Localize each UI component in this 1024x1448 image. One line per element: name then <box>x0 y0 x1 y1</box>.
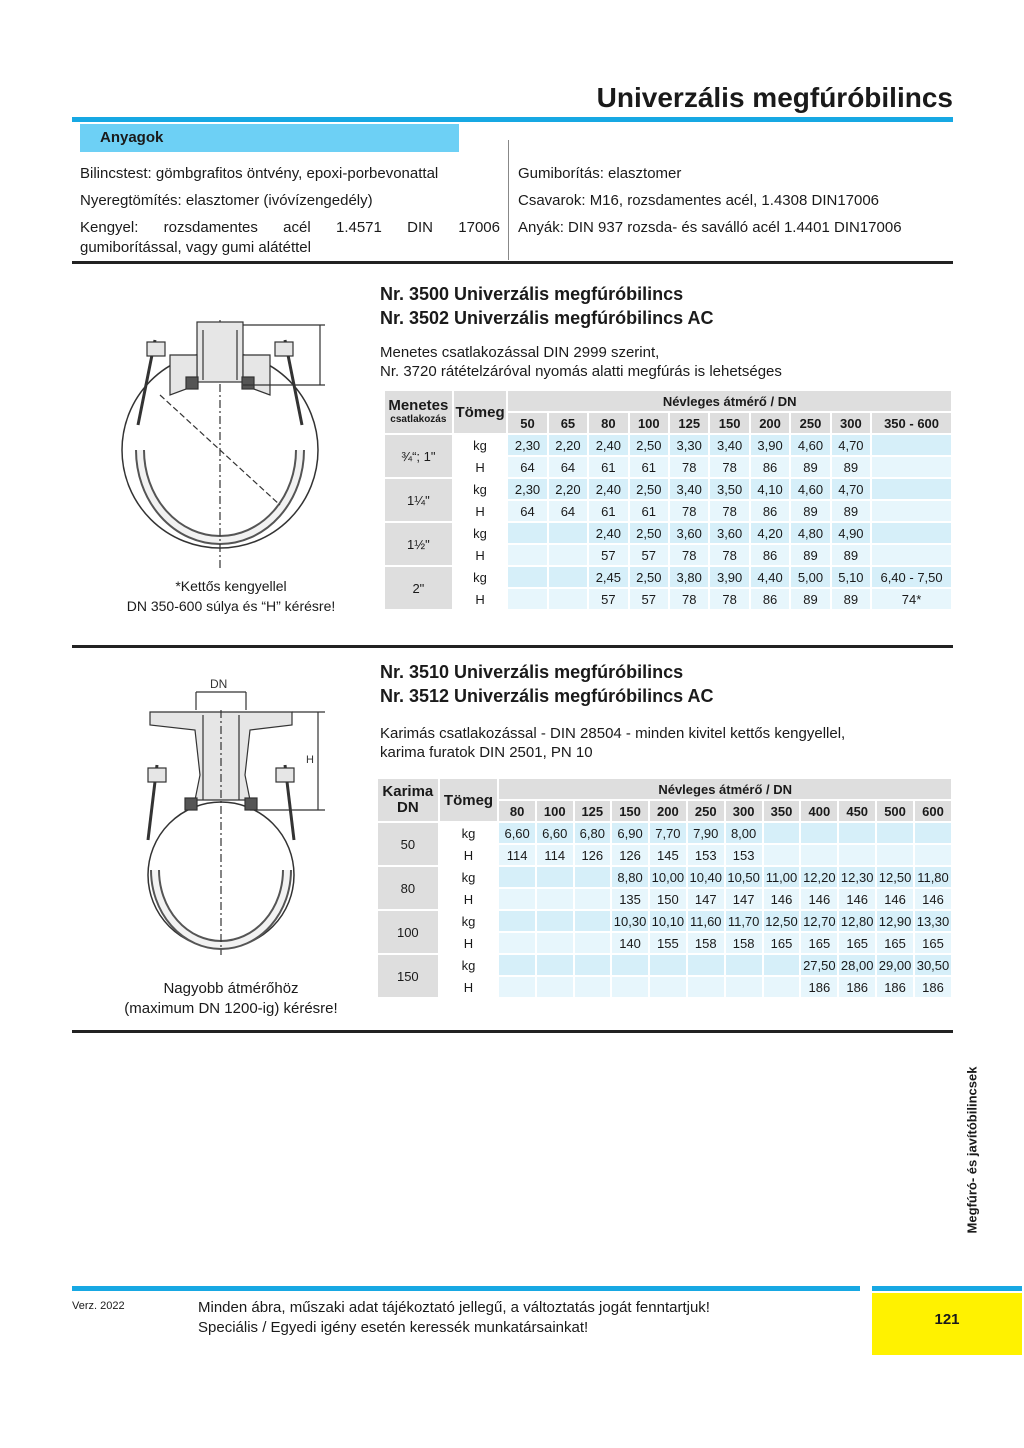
value-cell: 89 <box>791 589 829 609</box>
dn-column-header: 50 <box>508 413 546 433</box>
dn-column-header: 150 <box>612 801 648 821</box>
table-row <box>385 567 951 587</box>
value-cell <box>508 567 546 587</box>
value-cell <box>549 589 587 609</box>
value-cell: 4,80 <box>791 523 829 543</box>
value-cell <box>537 889 573 909</box>
value-cell <box>839 845 875 865</box>
value-cell: 64 <box>508 457 546 477</box>
materials-header: Anyagok <box>80 124 459 152</box>
value-cell <box>872 479 951 499</box>
value-cell: 3,30 <box>670 435 708 455</box>
dn-column-header: 300 <box>832 413 870 433</box>
value-cell: 6,60 <box>499 823 535 843</box>
value-cell: 61 <box>589 457 627 477</box>
unit-cell: kg <box>454 523 507 543</box>
value-cell <box>872 523 951 543</box>
spec-table-flanged <box>376 777 953 999</box>
value-cell: 2,50 <box>630 435 668 455</box>
table-row <box>385 523 951 543</box>
value-cell: 147 <box>688 889 724 909</box>
table-row <box>378 889 951 909</box>
value-cell: 155 <box>650 933 686 953</box>
value-cell: 7,90 <box>688 823 724 843</box>
value-cell <box>537 911 573 931</box>
value-cell: 2,45 <box>589 567 627 587</box>
table-row <box>385 457 951 477</box>
value-cell: 78 <box>710 457 748 477</box>
value-cell: 2,20 <box>549 479 587 499</box>
value-cell <box>537 867 573 887</box>
value-cell: 29,00 <box>877 955 913 975</box>
value-cell <box>499 933 535 953</box>
unit-cell: kg <box>454 435 507 455</box>
section2-description: Karimás csatlakozással - DIN 28504 - minden kivitel kettős kengyellel, <box>380 725 846 742</box>
table-row <box>378 845 951 865</box>
value-cell: 64 <box>549 457 587 477</box>
value-cell <box>499 867 535 887</box>
unit-cell: kg <box>440 867 498 887</box>
value-cell <box>801 823 837 843</box>
value-cell <box>872 457 951 477</box>
table-row <box>378 977 951 997</box>
dn-column-header: 200 <box>751 413 789 433</box>
value-cell: 150 <box>650 889 686 909</box>
unit-cell: H <box>454 501 507 521</box>
section1-title: Nr. 3500 Univerzális megfúróbilincs <box>380 284 684 304</box>
header-line: csatlakozás <box>390 414 447 425</box>
value-cell: 4,40 <box>751 567 789 587</box>
dn-column-header: 350 - 600 <box>872 413 951 433</box>
value-cell: 3,40 <box>710 435 748 455</box>
dn-dimension-label: DN <box>210 677 228 691</box>
table-row <box>378 933 951 953</box>
value-cell: 146 <box>764 889 800 909</box>
value-cell <box>801 845 837 865</box>
value-cell: 61 <box>630 501 668 521</box>
value-cell <box>575 977 611 997</box>
value-cell: 4,60 <box>791 479 829 499</box>
dn-column-header: 300 <box>726 801 762 821</box>
caption-line: Nagyobb átmérőhöz <box>163 980 299 997</box>
page-number: 121 <box>872 1293 1022 1355</box>
value-cell: 126 <box>575 845 611 865</box>
value-cell: 61 <box>589 501 627 521</box>
unit-cell: kg <box>440 823 498 843</box>
value-cell: 6,60 <box>537 823 573 843</box>
value-cell <box>726 977 762 997</box>
value-cell: 89 <box>791 457 829 477</box>
value-cell <box>650 977 686 997</box>
value-cell: 86 <box>751 501 789 521</box>
value-cell <box>537 977 573 997</box>
value-cell: 10,10 <box>650 911 686 931</box>
value-cell: 3,50 <box>710 479 748 499</box>
table-header-weight: Tömeg <box>440 779 498 821</box>
value-cell <box>764 823 800 843</box>
value-cell: 146 <box>877 889 913 909</box>
value-cell <box>537 955 573 975</box>
footer-note-line: Speciális / Egyedi igény esetén keressék munkatársainkat! <box>198 1319 589 1336</box>
value-cell <box>549 567 587 587</box>
material-item: Anyák: DIN 937 rozsda- és saválló acél 1.4401 DIN17006 <box>518 219 902 236</box>
value-cell <box>575 955 611 975</box>
value-cell: 11,60 <box>688 911 724 931</box>
value-cell <box>612 955 648 975</box>
value-cell <box>499 889 535 909</box>
table-header-dn: Névleges átmérő / DN <box>508 391 951 411</box>
value-cell: 78 <box>710 589 748 609</box>
material-item: Bilincstest: gömbgrafitos öntvény, epoxi-porbevonattal <box>80 165 439 182</box>
caption-line: DN 350-600 súlya és “H” kérésre! <box>126 598 336 614</box>
value-cell: 74* <box>872 589 951 609</box>
value-cell <box>688 955 724 975</box>
unit-cell: H <box>440 889 498 909</box>
value-cell <box>537 933 573 953</box>
value-cell: 57 <box>589 545 627 565</box>
section2-title: Nr. 3510 Univerzális megfúróbilincs <box>380 662 684 682</box>
value-cell: 57 <box>630 545 668 565</box>
value-cell: 3,60 <box>670 523 708 543</box>
value-cell <box>877 845 913 865</box>
table-header-flange <box>378 779 438 821</box>
value-cell <box>764 977 800 997</box>
value-cell: 89 <box>832 589 870 609</box>
value-cell <box>872 545 951 565</box>
side-category-text: Megfúró- és javítóbilincsek <box>964 1066 980 1234</box>
row-group-label: 2" <box>385 567 452 609</box>
value-cell: 145 <box>650 845 686 865</box>
material-item: Csavarok: M16, rozsdamentes acél, 1.4308 DIN17006 <box>518 192 880 209</box>
value-cell: 140 <box>612 933 648 953</box>
value-cell: 2,50 <box>630 567 668 587</box>
footer-rule <box>872 1286 1022 1291</box>
table-row <box>378 955 951 975</box>
section2-caption <box>96 979 366 1019</box>
value-cell: 30,50 <box>915 955 951 975</box>
value-cell: 12,90 <box>877 911 913 931</box>
dn-column-header: 150 <box>710 413 748 433</box>
value-cell: 57 <box>630 589 668 609</box>
value-cell: 153 <box>726 845 762 865</box>
title-rule <box>72 117 953 122</box>
value-cell: 78 <box>710 501 748 521</box>
page-title: Univerzális megfúróbilincs <box>596 82 953 113</box>
h-dimension-label: H <box>306 754 314 766</box>
dn-column-header: 65 <box>549 413 587 433</box>
value-cell: 135 <box>612 889 648 909</box>
value-cell: 146 <box>915 889 951 909</box>
table-row <box>385 545 951 565</box>
value-cell: 2,20 <box>549 435 587 455</box>
value-cell: 13,30 <box>915 911 951 931</box>
spec-table-threaded <box>383 389 953 611</box>
value-cell: 165 <box>801 933 837 953</box>
caption-line: *Kettős kengyellel <box>175 578 287 594</box>
value-cell <box>575 933 611 953</box>
row-group-label: ¾“; 1" <box>385 435 452 477</box>
value-cell: 12,80 <box>839 911 875 931</box>
table-row <box>385 479 951 499</box>
value-cell: 10,50 <box>726 867 762 887</box>
dn-column-header: 600 <box>915 801 951 821</box>
material-item: Gumiborítás: elasztomer <box>518 165 682 182</box>
table-header-weight: Tömeg <box>454 391 507 433</box>
value-cell <box>499 955 535 975</box>
value-cell: 7,70 <box>650 823 686 843</box>
section-divider <box>72 645 953 648</box>
value-cell: 61 <box>630 457 668 477</box>
value-cell <box>915 823 951 843</box>
value-cell: 186 <box>801 977 837 997</box>
clamp-drawing-threaded <box>100 300 360 570</box>
value-cell: 10,40 <box>688 867 724 887</box>
unit-cell: H <box>440 977 498 997</box>
value-cell: 89 <box>832 501 870 521</box>
table-row <box>385 501 951 521</box>
unit-cell: H <box>454 545 507 565</box>
value-cell: 3,60 <box>710 523 748 543</box>
value-cell: 78 <box>670 457 708 477</box>
value-cell <box>508 523 546 543</box>
clamp-drawing-flanged <box>100 670 360 960</box>
value-cell: 146 <box>801 889 837 909</box>
value-cell: 4,70 <box>832 479 870 499</box>
table-header-dn: Névleges átmérő / DN <box>499 779 951 799</box>
value-cell: 86 <box>751 545 789 565</box>
dn-column-header: 100 <box>630 413 668 433</box>
value-cell: 6,80 <box>575 823 611 843</box>
value-cell: 78 <box>710 545 748 565</box>
section1-description: Menetes csatlakozással DIN 2999 szerint, <box>380 344 660 361</box>
value-cell: 3,40 <box>670 479 708 499</box>
value-cell: 5,00 <box>791 567 829 587</box>
section1-subtitle: Nr. 3502 Univerzális megfúróbilincs AC <box>380 308 714 328</box>
unit-cell: H <box>454 589 507 609</box>
footer-version: Verz. 2022 <box>72 1300 125 1312</box>
row-group-label: 1¼" <box>385 479 452 521</box>
value-cell: 8,00 <box>726 823 762 843</box>
unit-cell: kg <box>440 911 498 931</box>
dn-column-header: 200 <box>650 801 686 821</box>
row-group-label: 100 <box>378 911 438 953</box>
value-cell: 12,50 <box>877 867 913 887</box>
value-cell: 86 <box>751 457 789 477</box>
header-line: Karima <box>382 783 434 800</box>
value-cell: 6,90 <box>612 823 648 843</box>
value-cell <box>499 977 535 997</box>
value-cell: 8,80 <box>612 867 648 887</box>
header-line: Menetes <box>388 397 449 414</box>
footer-rule <box>72 1286 860 1291</box>
value-cell: 11,80 <box>915 867 951 887</box>
dn-column-header: 125 <box>670 413 708 433</box>
value-cell <box>764 845 800 865</box>
value-cell <box>688 977 724 997</box>
value-cell: 158 <box>688 933 724 953</box>
materials-left <box>80 164 500 265</box>
value-cell: 4,90 <box>832 523 870 543</box>
value-cell <box>499 911 535 931</box>
section-divider <box>72 1030 953 1033</box>
value-cell: 2,40 <box>589 435 627 455</box>
unit-cell: kg <box>454 479 507 499</box>
dn-column-header: 100 <box>537 801 573 821</box>
value-cell: 27,50 <box>801 955 837 975</box>
value-cell <box>575 867 611 887</box>
value-cell <box>872 435 951 455</box>
value-cell: 147 <box>726 889 762 909</box>
value-cell <box>612 977 648 997</box>
materials-right <box>518 164 948 245</box>
value-cell: 89 <box>791 501 829 521</box>
unit-cell: kg <box>454 567 507 587</box>
value-cell: 12,50 <box>764 911 800 931</box>
value-cell: 78 <box>670 501 708 521</box>
value-cell: 12,20 <box>801 867 837 887</box>
value-cell: 2,50 <box>630 523 668 543</box>
row-group-label: 50 <box>378 823 438 865</box>
footer-note-line: Minden ábra, műszaki adat tájékoztató jellegű, a változtatás jogát fenntartjuk! <box>198 1299 710 1316</box>
value-cell: 165 <box>839 933 875 953</box>
table-row <box>385 435 951 455</box>
value-cell <box>915 845 951 865</box>
value-cell: 11,70 <box>726 911 762 931</box>
dn-column-header: 450 <box>839 801 875 821</box>
value-cell <box>549 545 587 565</box>
value-cell: 4,10 <box>751 479 789 499</box>
dn-column-header: 80 <box>589 413 627 433</box>
value-cell: 2,40 <box>589 523 627 543</box>
value-cell <box>575 911 611 931</box>
dn-column-header: 80 <box>499 801 535 821</box>
value-cell: 86 <box>751 589 789 609</box>
value-cell: 4,20 <box>751 523 789 543</box>
value-cell: 28,00 <box>839 955 875 975</box>
value-cell: 165 <box>915 933 951 953</box>
row-group-label: 80 <box>378 867 438 909</box>
value-cell: 10,00 <box>650 867 686 887</box>
section2-subtitle: Nr. 3512 Univerzális megfúróbilincs AC <box>380 686 714 706</box>
value-cell: 89 <box>832 457 870 477</box>
value-cell: 2,40 <box>589 479 627 499</box>
value-cell: 78 <box>670 545 708 565</box>
table-row <box>378 867 951 887</box>
value-cell: 5,10 <box>832 567 870 587</box>
value-cell <box>508 589 546 609</box>
value-cell: 114 <box>499 845 535 865</box>
table-row <box>378 823 951 843</box>
value-cell: 64 <box>508 501 546 521</box>
section1-description: Nr. 3720 rátételzáróval nyomás alatti megfúrás is lehetséges <box>380 363 782 380</box>
unit-cell: kg <box>440 955 498 975</box>
value-cell: 64 <box>549 501 587 521</box>
caption-line: (maximum DN 1200-ig) kérésre! <box>124 1000 338 1017</box>
value-cell <box>650 955 686 975</box>
value-cell: 165 <box>764 933 800 953</box>
dn-column-header: 250 <box>791 413 829 433</box>
value-cell: 78 <box>670 589 708 609</box>
value-cell <box>872 501 951 521</box>
value-cell: 10,30 <box>612 911 648 931</box>
value-cell: 153 <box>688 845 724 865</box>
value-cell: 6,40 - 7,50 <box>872 567 951 587</box>
value-cell: 3,80 <box>670 567 708 587</box>
materials-divider <box>508 140 509 260</box>
value-cell: 186 <box>839 977 875 997</box>
value-cell <box>839 823 875 843</box>
value-cell: 165 <box>877 933 913 953</box>
dn-column-header: 250 <box>688 801 724 821</box>
value-cell <box>549 523 587 543</box>
value-cell <box>764 955 800 975</box>
unit-cell: H <box>454 457 507 477</box>
section2-description: karima furatok DIN 2501, PN 10 <box>380 744 593 761</box>
value-cell: 114 <box>537 845 573 865</box>
value-cell: 12,30 <box>839 867 875 887</box>
material-item: Kengyel: rozsdamentes acél 1.4571 DIN 17006 gumiborítással, vagy gumi alátéttel <box>80 219 500 256</box>
value-cell: 2,30 <box>508 435 546 455</box>
value-cell: 3,90 <box>751 435 789 455</box>
unit-cell: H <box>440 845 498 865</box>
row-group-label: 1½" <box>385 523 452 565</box>
unit-cell: H <box>440 933 498 953</box>
value-cell: 158 <box>726 933 762 953</box>
value-cell <box>575 889 611 909</box>
value-cell: 57 <box>589 589 627 609</box>
dn-column-header: 400 <box>801 801 837 821</box>
value-cell: 4,60 <box>791 435 829 455</box>
header-line: DN <box>396 799 419 816</box>
value-cell: 186 <box>877 977 913 997</box>
value-cell: 12,70 <box>801 911 837 931</box>
value-cell: 2,30 <box>508 479 546 499</box>
section1-caption <box>96 576 366 616</box>
value-cell: 3,90 <box>710 567 748 587</box>
table-row <box>378 911 951 931</box>
value-cell <box>508 545 546 565</box>
value-cell <box>726 955 762 975</box>
row-group-label: 150 <box>378 955 438 997</box>
side-category-label <box>952 1030 992 1270</box>
material-item: Nyeregtömítés: elasztomer (ivóvízengedély) <box>80 192 373 209</box>
value-cell: 146 <box>839 889 875 909</box>
value-cell: 89 <box>791 545 829 565</box>
table-row <box>385 589 951 609</box>
value-cell <box>877 823 913 843</box>
table-header-connection <box>385 391 452 433</box>
dn-column-header: 125 <box>575 801 611 821</box>
value-cell: 2,50 <box>630 479 668 499</box>
value-cell: 11,00 <box>764 867 800 887</box>
section-divider <box>72 261 953 264</box>
dn-column-header: 350 <box>764 801 800 821</box>
footer-note <box>198 1298 710 1338</box>
value-cell: 186 <box>915 977 951 997</box>
value-cell: 4,70 <box>832 435 870 455</box>
value-cell: 126 <box>612 845 648 865</box>
dn-column-header: 500 <box>877 801 913 821</box>
value-cell: 89 <box>832 545 870 565</box>
